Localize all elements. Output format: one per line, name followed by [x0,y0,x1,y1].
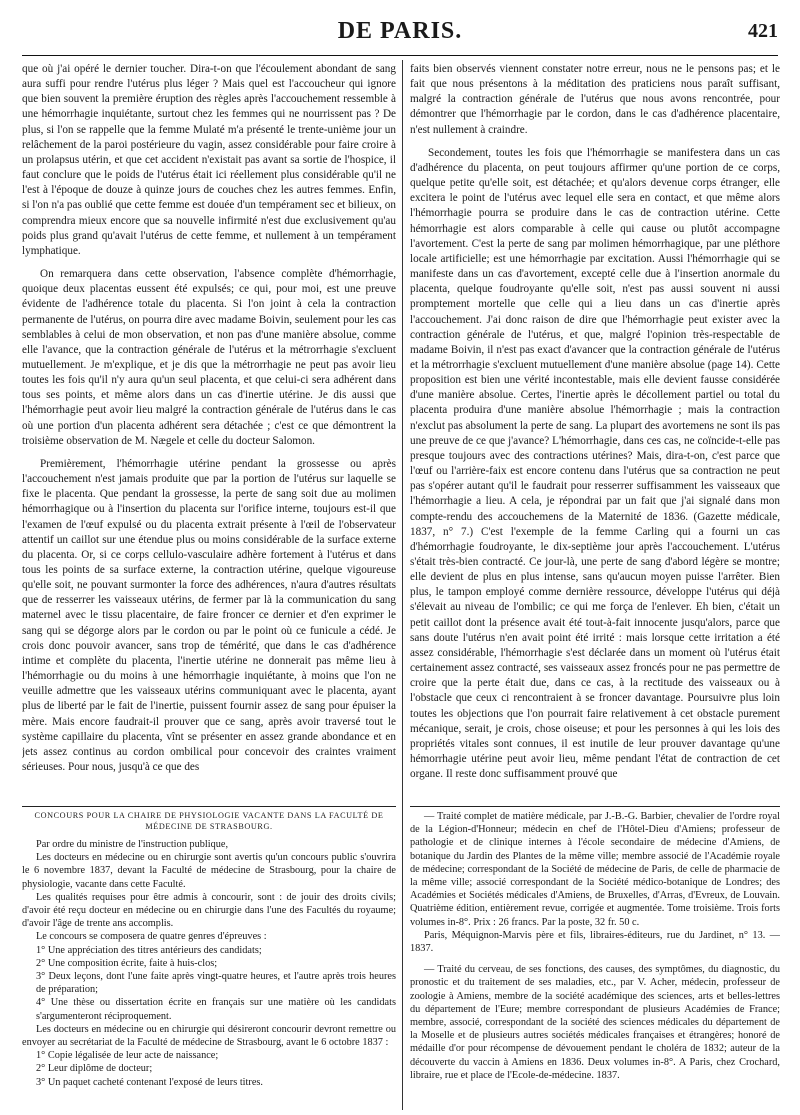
page-number: 421 [748,20,778,42]
list-item: 1° Copie légalisée de leur acte de naissance; [36,1050,219,1062]
review-entry: — Traité complet de matière médicale, par J.-B.-G. Barbier, chevalier de l'ordre royal de la Légion-d'Honneur; médecin en chef de l'Hôtel-Dieu d'Amiens; professeur de pathologie et de clinique internes à l'école secondaire de médecine d'Amiens, de botanique du Jardin des Plantes de la même ville; membre associé de l'Académie royale de médecine; correspondant de la Société de médecine de Paris, de celle de pharmacie de la même ville; associé correspondant de la Société médico-botanique de Londres; des Académies et Sociétés médicales d'Amiens, de Bruxelles, d'Arras, d'Evreux, de Louvain. Quatrième édition, entièrement revue, corrigée et augmentée. Tome troisième. Trois forts volumes in-8°. Prix : 26 francs. Par la poste, 32 fr. 50 c. [410,811,780,928]
column-divider [402,60,403,1110]
concours-title [22,810,396,832]
paragraph: Premièrement, l'hémorrhagie utérine pendant la grossesse ou après l'accouchement n'est jamais produite que par la portion de l'utérus sur laquelle se fixe le placenta. Que pendant la grossesse, la perte de sang soit due au molimen hémorrhagique ou à l'insertion du placenta sur l'orifice interne, toujours est-il que l'examen de l'œuf expulsé ou du placenta extrait présente à l'œil de l'observateur attentif un caillot sur une étendue plus ou moins considérable de la surface externe du placenta. Or, si ce corps cellulo-vasculaire adhère fortement à l'utérus et dans tous les points de sa surface externe, la contraction utérine, quelque vigoureuse qu'elle soit, ne pouvant surmonter la force des adhérences, n'aura d'autres résultats que de resserrer les vaisseaux utérins, de fermer par là la communication du sang maternel avec le tissu placentaire, de faire froncer ce dernier et d'en exprimer le sang qui se dégorge alors par le cordon ou par le point où ce funicule a cédé. Je crois donc pouvoir avancer, sans trop de témérité, que dans le cas d'adhérence intime et complète du placenta, l'inertie utérine ne donnerait pas même lieu à l'hémorrhagie ou du moins à une hémorrhagie inquiétante, à moins que l'on ne veuille admettre que les vaisseaux utérins communiquant avec le placenta, ayant plus de liberté par le fait de l'inertie, puissent fournir assez de sang pour épuiser la mère. Mais encore faudrait-il prouver que ce sang, après avoir traversé tout le système capillaire du placenta, vînt se présenter en assez grande abondance et en jets assez continus au cordon ombilical pour concevoir des craintes vraiment sérieuses. Pour nous, jusqu'à ce que des [22,457,396,774]
left-column-article [22,62,396,800]
paragraph: Les docteurs en médecine ou en chirurgie qui désireront concourir devront remettre ou envoyer au secrétariat de la Faculté de médecine de Strasbourg, avant le 6 octobre 1837 : [22,1023,396,1049]
review-entry: — Traité du cerveau, de ses fonctions, des causes, des symptômes, du diagnostic, du pronostic et du traitement de ses maladies, etc., par V. Acher, médecin, professeur de zoologie à Amiens, membre de la société académique des sciences, arts et belles-lettres du département de l'Eure; membre correspondant de plusieurs Académies de France; membre, associé, correspondant de la société des sciences médicales du département de la Moselle et de plusieurs autres sociétés médicales françaises et étrangères; honoré de médaille d'or pour récompense de dévouement pendant le choléra de 1832; auteur de la découverte du vaccin à Amiens en 1836. Deux volumes in-8°. A Paris, chez Crochard, libraire, rue et place de l'Ecole-de-médecine. 1837. [410,964,780,1081]
concours-title-line: MÉDECINE DE STRASBOURG. [145,822,273,831]
list-item: 2° Leur diplôme de docteur; [36,1063,153,1075]
paragraph: que où j'ai opéré le dernier toucher. Dira-t-on que l'écoulement abondant de sang aura suffi pour rendre l'utérus plus léger ? Mais quel est l'accoucheur qui ignore que bien souvent la première éruption des règles après l'accouchement ressemble à une hémorrhagie inquiétante, surtout chez les femmes qui ne nourrissent pas ? De plus, si l'on se rappelle que la femme Mulaté m'a présenté le trente-unième jour un relâchement de la paroi postérieure du vagin, assez considérable pour faire croire à un prolapsus utérin, et que cet accident n'existait pas avant sa sortie de l'hospice, il faut conclure que le poids de l'utérus était ici réellement plus considérable qu'il ne l'est à l'époque de douze à quinze jours de couches chez les autres femmes. Enfin, si l'on n'a pas oublié que cette femme est douée d'un tempérament sec et bilieux, on comprendra mieux encore que sa nouvelle infirmité n'est due exclusivement qu'au poids plus grand qu'avait l'utérus de cette femme, et nullement à un tempérament lymphatique. [22,63,396,257]
page-header [22,12,778,56]
paragraph: Secondement, toutes les fois que l'hémorrhagie se manifestera dans un cas d'adhérence du placenta, on peut toujours affirmer qu'une portion de ce corps, quelque petite qu'elle soit, est détachée; et qu'alors devenue corps étranger, elle excitera le point de l'utérus avec lequel elle sera en contact, et que même alors l'hémorrhagie pourra se produire dans le cas de contraction utérine. Cette hémorrhagie est alors comparable à celle qui cause ou plutôt accompagne l'avortement. C'est la perte de sang par molimen hémorrhagique, par une pléthore locale artificielle; est une hémorrhagie par excitation. Aussi l'hémorrhagie qui se manifeste dans un cas d'avortement, excepté celle due à l'insertion anormale du placenta, quelque foudroyante qu'elle soit, n'est pas aussi souvent ni aussi promptement mortelle que celle qui a lieu dans un cas d'inertie après l'accouchement. J'ai donc raison de dire que l'hémorrhagie peut exister avec la contraction générale de l'utérus, et que, malgré l'opinion très-respectable de madame Boivin, il n'est pas exact d'avancer que la contraction générale de l'utérus et la métrorrhagie s'excluent mutuellement d'une manière absolue (page 14). Cette proposition est bien une vérité incontestable, mais elle devient fausse considérée d'une manière absolue. Certes, l'inertie après le décollement partiel ou total du placenta produira d'une manière absolue l'hémorrhagie ; mais la contraction n'exclut pas absolument la perte de sang. La plupart des avortemens ne sont ils pas une preuve de ce que j'avance? L'hémorrhagie, dans ces cas, ne coïncide-t-elle pas presque toujours avec des contractions utérines? Mais, dira-t-on, c'est parce que l'œuf ou l'arrière-faix est encore contenu dans l'utérus que sa contraction ne peut pas s'opérer autant qu'il le faudrait pour resserrer suffisamment les vaisseaux que l'hémorrhagie a lieu. A cela, je répondrai par un fait que j'ai signalé dans mon compte-rendu des accouchemens de la Maternité de 1836. (Gazette médicale, 1837, n° 7.) C'est l'exemple de la femme Carling qui a fourni un cas d'hémorrhagie foudroyante, le dix-septième jour après l'accouchement. L'utérus s'était très-bien contracté. Ce jour-là, une perte de sang d'abord légère se montre; elle devient de plus en plus intense, sans qu'aucun moyen puisse l'arrêter. Bien plus, le tampon employé comme dernière ressource, développe l'utérus qui déjà s'élevait au niveau de l'ombilic; ce qui me força de l'enlever. Eh bien, c'était un petit caillot dont la présence avait été tout-à-fait innocente jusqu'alors, parce que sans doute l'utérus n'en avait point été irrité : mais lorsque cette irritation a été assez considérable, l'hémorrhagie s'est déclarée dans un moment où l'utérus était certainement assez contracté, ses vaisseaux assez froncés pour ne pas permettre de croire que la perte était due, dans ce cas, à la rectitude des vaisseaux ou à l'obstacle que ceux ci rencontraient à se froncer davantage. Poursuivre plus loin toutes les objections que l'on pourrait faire relativement à cet obstacle purement mécanique, serait, je crois, chose oiseuse; et pour les personnes à qui les lois des propriétés vitales sont connues, il est inutile de leur prouver davantage qu'une hémorrhagie utérine peut avoir lieu, même pendant l'état de contraction de cet organe. Il reste donc suffisamment prouvé que [410,146,780,781]
paragraph: Par ordre du ministre de l'instruction publique, [36,839,229,850]
list-item: 1° Une appréciation des titres antérieurs des candidats; [36,944,262,956]
paragraph: Les docteurs en médecine ou en chirurgie sont avertis qu'un concours public s'ouvrira le 6 novembre 1837, devant la Faculté de médecine de Strasbourg, pour la chaire de physiologie, vacante dans cette Faculté. [22,852,396,890]
page-title: DE PARIS. [337,18,463,44]
list-item: 4° Une thèse ou dissertation écrite en français sur une matière où les candidats s'argumenteront réciproquement. [36,997,396,1022]
paragraph: faits bien observés viennent constater notre erreur, nous ne le pensons pas; et le fait que nous présentons à la méditation des praticiens nous paraît suffisant, malgré la contraction générale de l'utérus que nous avons rencontrée, pour démontrer que l'hémorrhagie par le cordon, dans le cas d'adhérence placentaire, n'est nullement à craindre. [410,63,780,136]
list-item: 3° Deux leçons, dont l'une faite après vingt-quatre heures, et l'autre après trois heures de préparation; [36,971,396,996]
paragraph: On remarquera dans cette observation, l'absence complète d'hémorrhagie, quoique deux placentas eussent été expulsés; ce qui, pour moi, est une preuve évidente de l'adhérence totale du placenta. Si l'on joint à cela la contraction permanente de l'utérus, on pourra dire avec madame Boivin, seulement pour les cas semblables à celui de mon observation, et non pas d'une manière absolue, comme elle l'avance, que la contraction générale de l'utérus et la métrorrhagie s'excluent mutuellement. Je m'explique, et je dis que la métrorrhagie ne peut pas avoir lieu toutes les fois qu'il n'y aura qu'un seul placenta, et que celui-ci sera adhérent dans tous ses points, et même alors dans un cas d'inertie utérine. Je dis aussi que l'hémorrhagie peut avoir lieu malgré la contraction générale de l'utérus dans le cas où une portion d'un placenta adhérent sera détachée ; c'est ce que démontrent la troisième observation de M. Nægele et celle du docteur Salomon. [22,268,396,447]
list-item: 3° Un paquet cacheté contenant l'exposé de leurs titres. [36,1076,263,1088]
section-divider [22,806,396,807]
book-reviews [410,810,780,1110]
concours-title-line: CONCOURS POUR LA CHAIRE DE PHYSIOLOGIE VACANTE DANS LA FACULTÉ DE [34,811,384,820]
list-item: 2° Une composition écrite, faite à huis-clos; [36,957,218,969]
paragraph: Le concours se composera de quatre genres d'épreuves : [36,931,267,943]
right-column-article [410,62,780,802]
section-divider [410,806,780,807]
concours-notice [22,810,396,1110]
review-publisher: Paris, Méquignon-Marvis père et fils, libraires-éditeurs, rue du Jardinet, n° 13. — 1837. [410,929,780,955]
paragraph: Les qualités requises pour être admis à concourir, sont : de jouir des droits civils; d'avoir été reçu docteur en médecine ou en chirurgie dans l'une des Facultés du royaume; d'avoir l'âge de trente ans accomplis. [22,891,396,930]
header-rule [22,55,778,56]
